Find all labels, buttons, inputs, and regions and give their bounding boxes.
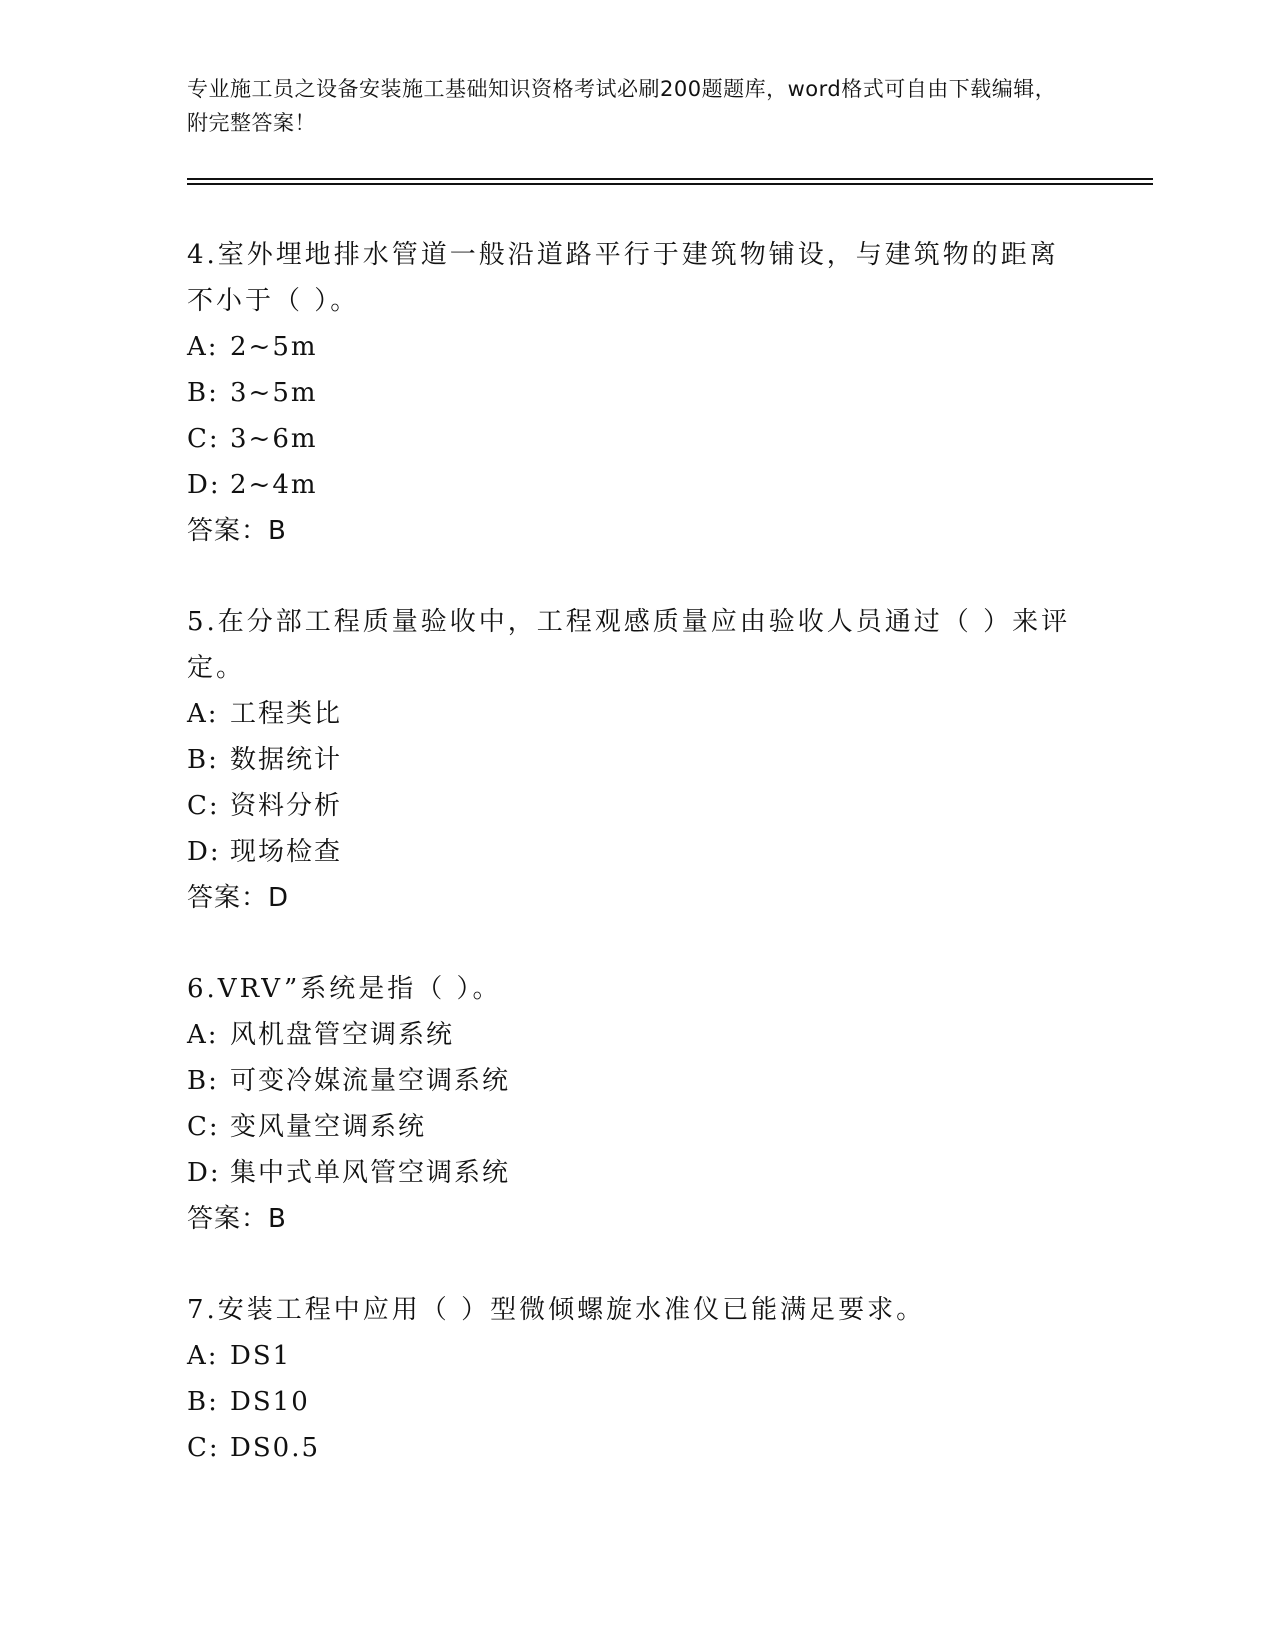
question-4 (187, 232, 1087, 554)
option-c (187, 1104, 1087, 1150)
answer-line: 答案：B (187, 1204, 287, 1234)
option-key: A: (187, 332, 219, 362)
option-key: C: (187, 1433, 220, 1463)
option-key: B: (187, 378, 219, 408)
question-5 (187, 599, 1087, 921)
document-header (187, 72, 1067, 140)
question-7 (187, 1287, 1087, 1471)
option-d (187, 462, 1087, 508)
option-value: 风机盘管空调系统 (230, 1020, 455, 1050)
option-b (187, 1058, 1087, 1104)
header-divider-bottom (187, 183, 1153, 185)
option-key: B: (187, 745, 219, 775)
option-value: 资料分析 (230, 791, 343, 821)
option-key: C: (187, 791, 220, 821)
option-value: 变风量空调系统 (230, 1112, 427, 1142)
option-value: 集中式单风管空调系统 (230, 1158, 511, 1188)
option-value: 数据统计 (230, 745, 343, 775)
option-b (187, 370, 1087, 416)
option-b (187, 737, 1087, 783)
option-key: A: (187, 699, 219, 729)
option-a (187, 691, 1087, 737)
answer-line: 答案：B (187, 516, 287, 546)
option-value: 2~5m (230, 332, 318, 362)
question-text: 6.VRV”系统是指（ ）。 (187, 974, 502, 1004)
question-text: 4.室外埋地排水管道一般沿道路平行于建筑物铺设，与建筑物的距离不小于（ ）。 (187, 240, 1059, 316)
question-6 (187, 966, 1087, 1242)
option-a (187, 1333, 1087, 1379)
question-text: 7.安装工程中应用（ ）型微倾螺旋水准仪已能满足要求。 (187, 1295, 926, 1325)
header-title: 专业施工员之设备安装施工基础知识资格考试必刷200题题库，word格式可自由下载编辑，附完整答案！ (187, 77, 1057, 135)
option-c (187, 1425, 1087, 1471)
option-value: 2~4m (230, 470, 318, 500)
option-value: 现场检查 (230, 837, 343, 867)
option-key: A: (187, 1020, 219, 1050)
option-key: D: (187, 837, 221, 867)
option-key: D: (187, 470, 221, 500)
option-key: B: (187, 1387, 219, 1417)
option-value: 3~5m (230, 378, 318, 408)
question-list (187, 232, 1087, 1516)
option-key: A: (187, 1341, 219, 1371)
option-value: DS0.5 (230, 1433, 321, 1463)
option-b (187, 1379, 1087, 1425)
answer-line: 答案：D (187, 883, 290, 913)
option-d (187, 829, 1087, 875)
option-value: DS1 (230, 1341, 292, 1371)
option-c (187, 783, 1087, 829)
option-value: DS10 (230, 1387, 310, 1417)
option-key: C: (187, 1112, 220, 1142)
option-a (187, 324, 1087, 370)
option-key: B: (187, 1066, 219, 1096)
option-key: C: (187, 424, 220, 454)
header-divider-top (187, 178, 1153, 180)
option-value: 工程类比 (230, 699, 343, 729)
question-text: 5.在分部工程质量验收中，工程观感质量应由验收人员通过（ ）来评定。 (187, 607, 1071, 683)
option-c (187, 416, 1087, 462)
option-d (187, 1150, 1087, 1196)
option-value: 可变冷媒流量空调系统 (230, 1066, 511, 1096)
option-a (187, 1012, 1087, 1058)
option-key: D: (187, 1158, 221, 1188)
option-value: 3~6m (230, 424, 318, 454)
